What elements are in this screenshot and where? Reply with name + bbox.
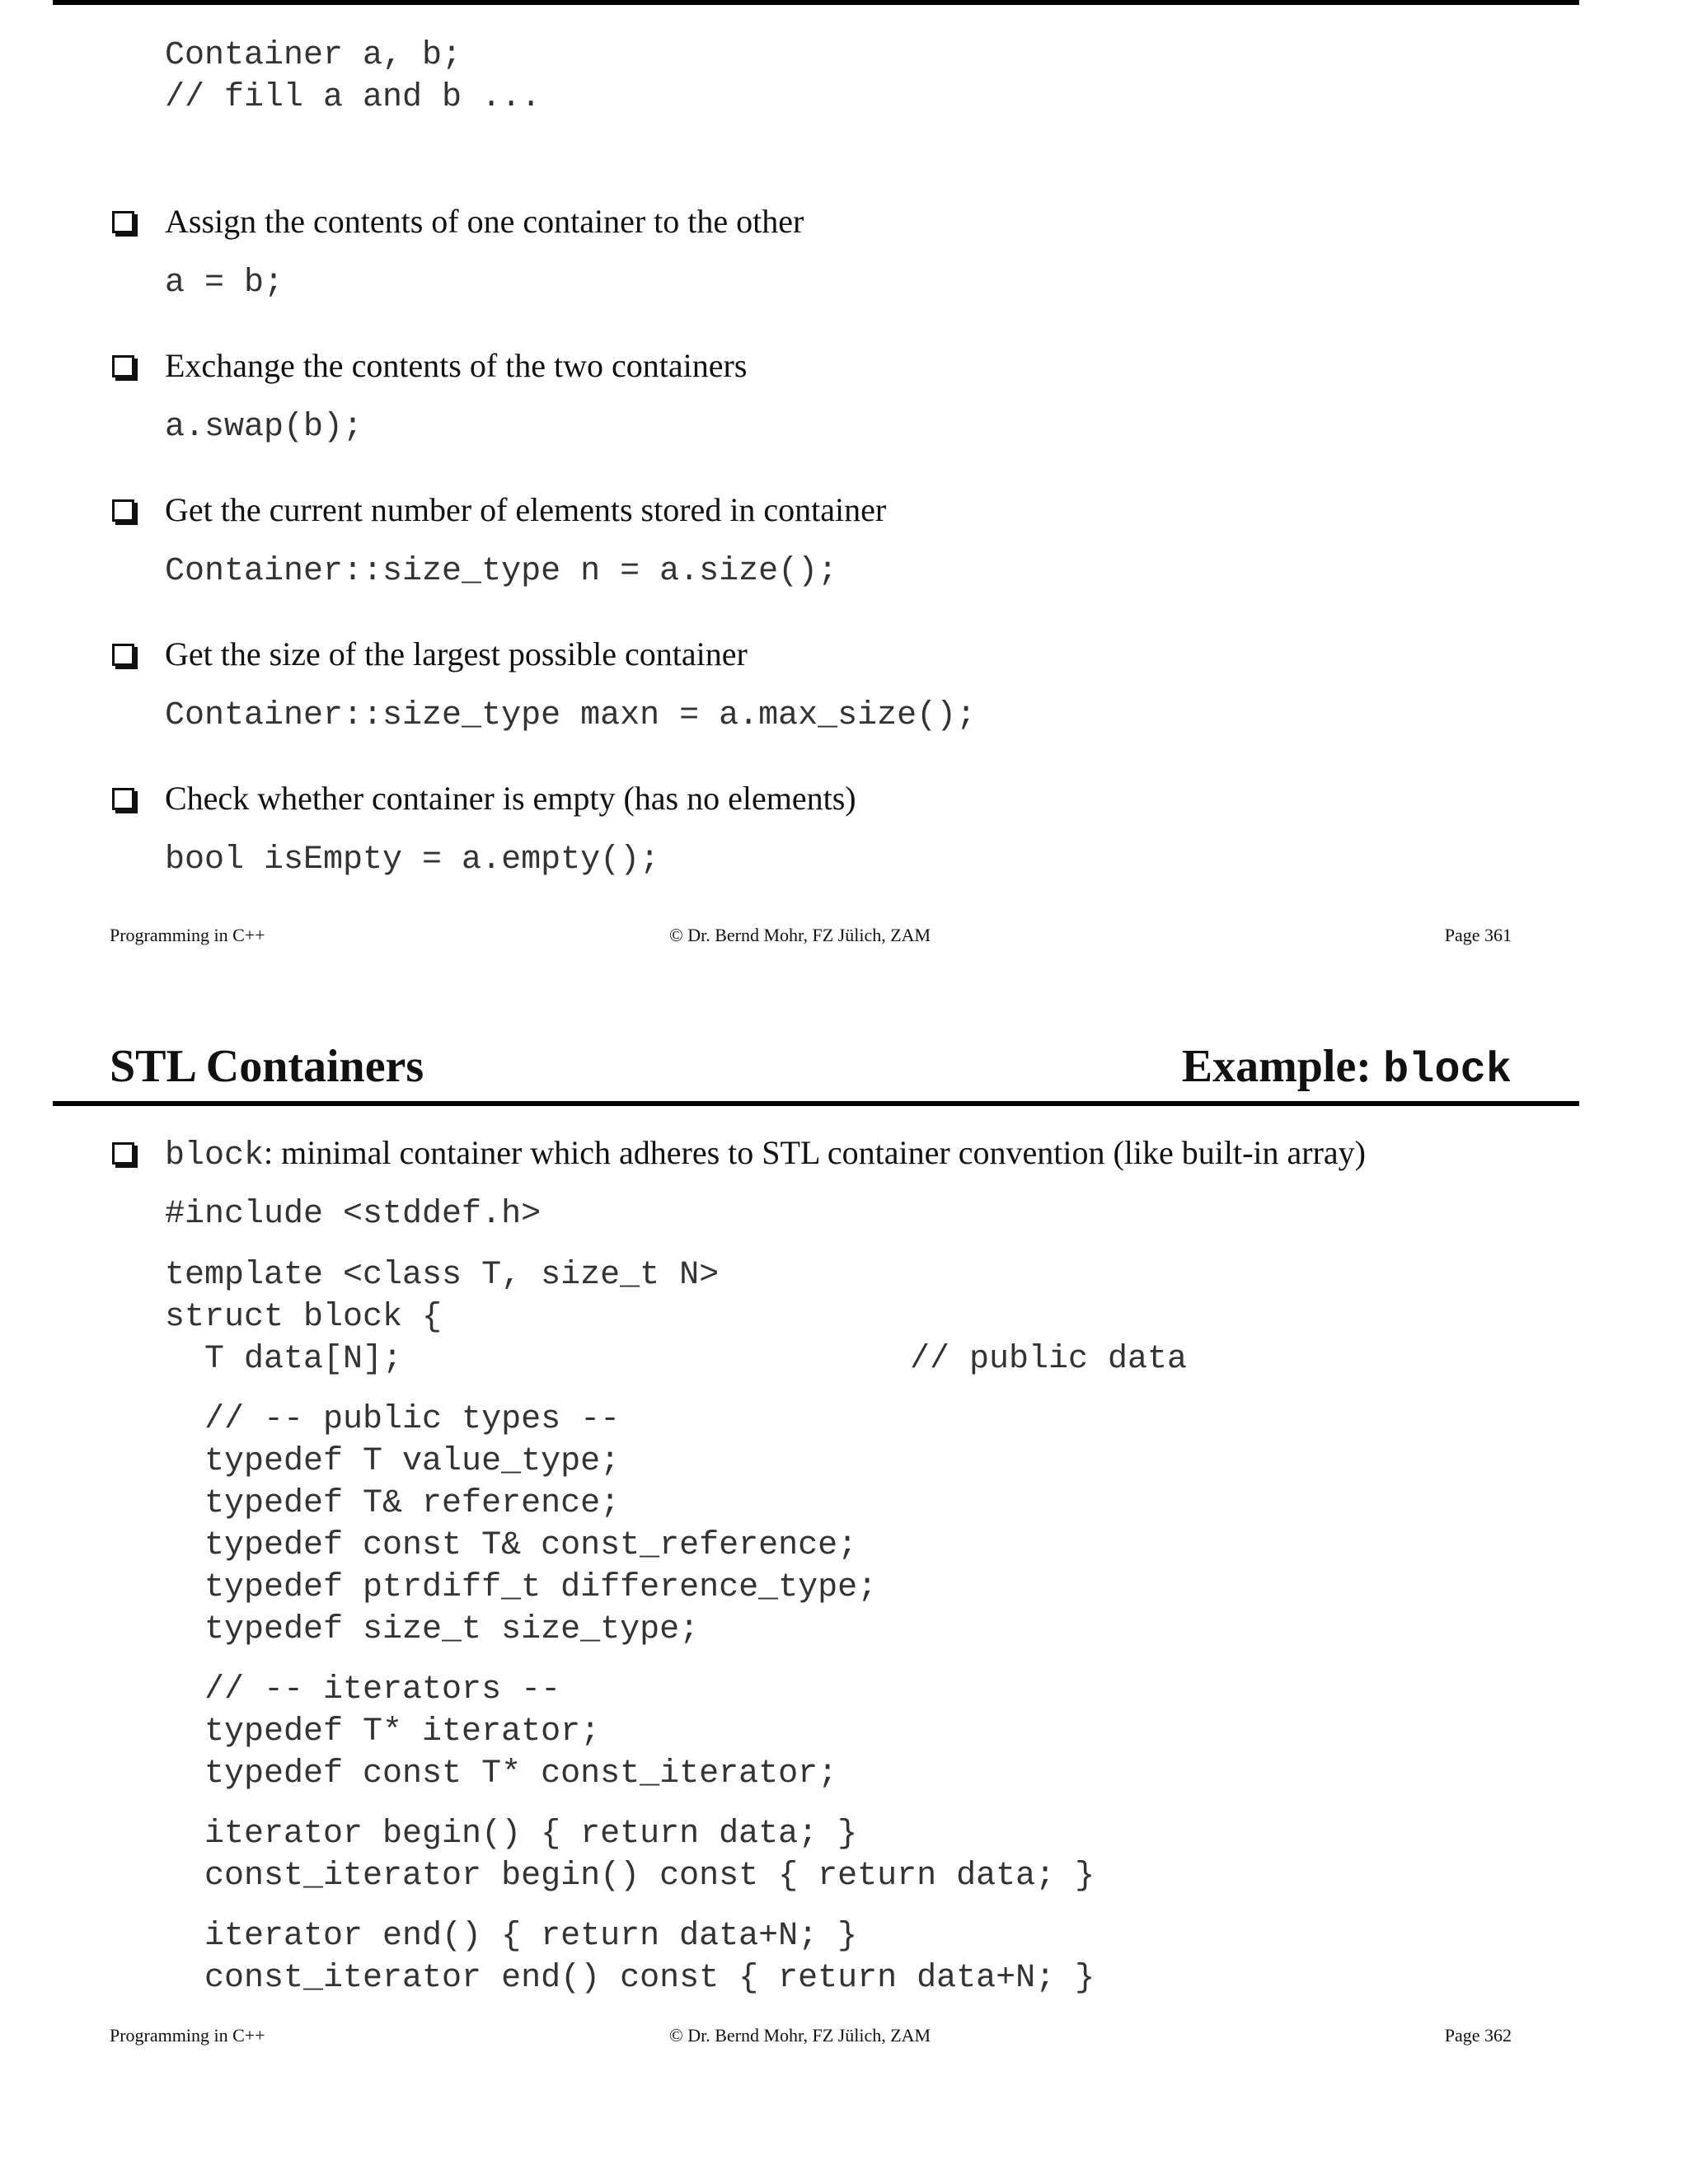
code-line: a = b; [165,265,284,302]
page-title: STL Containers [110,1041,424,1092]
code-line: const_iterator begin() const { return data; } [165,1858,1095,1895]
code-line: Container::size_type n = a.size(); [165,553,838,590]
footer-left: Programming in C++ [110,925,265,945]
code-line: // fill a and b ... [165,79,542,116]
subtitle-code: block [1382,1046,1512,1094]
footer-left: Programming in C++ [110,2025,265,2046]
bullet-description: : minimal container which adheres to STL container convention (like built-in array) [264,1134,1367,1171]
checkbox-bullet-icon [112,211,134,233]
bullet-text: Check whether container is empty (has no elements) [165,780,856,817]
code-line: struct block { [165,1299,443,1336]
code-line: typedef const T& const_reference; [165,1527,858,1564]
subtitle-prefix: Example: [1181,1041,1372,1092]
bullet-text: Get the current number of elements stored in container [165,491,887,528]
code-line: iterator end() { return data+N; } [165,1918,858,1955]
code-line: typedef T* iterator; [165,1713,601,1750]
code-line: Container a, b; [165,37,462,74]
code-line: a.swap(b); [165,409,363,446]
footer-center: © Dr. Bernd Mohr, FZ Jülich, ZAM [669,925,931,945]
code-line: iterator begin() { return data; } [165,1816,858,1853]
checkbox-bullet-icon [112,644,134,666]
code-line: #include <stddef.h> [165,1196,542,1233]
title-rule [53,1101,1579,1106]
footer-page-number: Page 361 [1444,925,1512,945]
footer-page-number: Page 362 [1444,2025,1512,2046]
code-line: T data[N]; [165,1341,403,1378]
code-line: // -- public types -- [165,1401,621,1438]
code-line: typedef T& reference; [165,1485,621,1522]
bullet-code: block [165,1137,265,1174]
top-rule [53,0,1579,5]
code-comment: // public data [910,1341,1188,1378]
checkbox-bullet-icon [112,1142,134,1165]
bullet-text: Assign the contents of one container to the other [165,203,804,240]
code-line: Container::size_type maxn = a.max_size(); [165,697,977,734]
footer-center: © Dr. Bernd Mohr, FZ Jülich, ZAM [669,2025,931,2046]
code-line: typedef size_t size_type; [165,1611,700,1648]
code-line: typedef T value_type; [165,1443,621,1480]
code-line: bool isEmpty = a.empty(); [165,841,660,879]
checkbox-bullet-icon [112,788,134,810]
bullet-text: Exchange the contents of the two containers [165,347,748,384]
code-line: const_iterator end() const { return data+N; } [165,1960,1095,1997]
checkbox-bullet-icon [112,355,134,377]
bullet-text: Get the size of the largest possible container [165,635,748,673]
code-line: template <class T, size_t N> [165,1257,720,1294]
code-line: // -- iterators -- [165,1671,561,1708]
bullet-text [165,1133,1366,1176]
code-line: typedef const T* const_iterator; [165,1755,838,1793]
checkbox-bullet-icon [112,499,134,522]
page-subtitle [1182,1040,1512,1097]
code-line: typedef ptrdiff_t difference_type; [165,1569,878,1606]
